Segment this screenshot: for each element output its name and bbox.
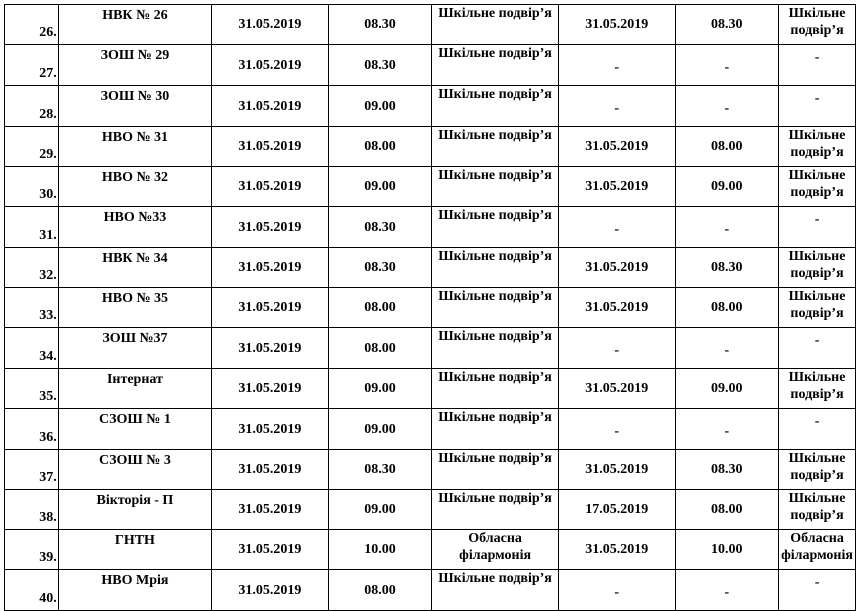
date-cell: 31.05.2019 (212, 450, 329, 490)
time-cell: 08.30 (328, 248, 432, 288)
time-cell: 09.00 (328, 86, 432, 127)
place-cell-2: Шкільне подвір’я (779, 248, 856, 288)
place-cell-2: Обласна філармонія (779, 530, 856, 570)
school-name-cell: НВО Мрія (58, 570, 211, 611)
date-cell: 31.05.2019 (212, 45, 329, 86)
school-name-cell: НВО №33 (58, 207, 211, 248)
school-name-cell: НВО № 32 (58, 167, 211, 207)
table-row (5, 450, 856, 490)
school-name-cell: СЗОШ № 1 (58, 409, 211, 450)
school-name-cell: ГНТН (58, 530, 211, 570)
place-cell-2: Шкільне подвір’я (779, 450, 856, 490)
school-name-cell: НВК № 34 (58, 248, 211, 288)
date-cell-2: - (558, 328, 675, 369)
table-row (5, 530, 856, 570)
date-cell-2: - (558, 86, 675, 127)
time-cell: 08.00 (328, 288, 432, 328)
table-row (5, 490, 856, 530)
place-cell: Шкільне подвір’я (432, 45, 559, 86)
date-cell-2: 31.05.2019 (558, 450, 675, 490)
date-cell: 31.05.2019 (212, 490, 329, 530)
school-name-cell: СЗОШ № 3 (58, 450, 211, 490)
table-row (5, 167, 856, 207)
schedule-table (4, 4, 856, 611)
date-cell: 31.05.2019 (212, 86, 329, 127)
date-cell: 31.05.2019 (212, 288, 329, 328)
row-number-cell: 26. (5, 5, 59, 45)
place-cell: Шкільне подвір’я (432, 248, 559, 288)
place-cell-2: Шкільне подвір’я (779, 127, 856, 167)
row-number-cell: 28. (5, 86, 59, 127)
time-cell-2: 08.30 (675, 248, 779, 288)
place-cell-2: - (779, 86, 856, 127)
place-cell-2: Шкільне подвір’я (779, 288, 856, 328)
school-name-cell: ЗОШ № 30 (58, 86, 211, 127)
date-cell-2: 31.05.2019 (558, 369, 675, 409)
time-cell-2: 10.00 (675, 530, 779, 570)
table-row (5, 288, 856, 328)
time-cell: 09.00 (328, 490, 432, 530)
time-cell: 08.00 (328, 570, 432, 611)
time-cell-2: - (675, 45, 779, 86)
place-cell: Шкільне подвір’я (432, 450, 559, 490)
place-cell: Обласна філармонія (432, 530, 559, 570)
time-cell: 08.00 (328, 328, 432, 369)
row-number-cell: 33. (5, 288, 59, 328)
time-cell-2: 09.00 (675, 369, 779, 409)
date-cell: 31.05.2019 (212, 409, 329, 450)
time-cell: 08.30 (328, 5, 432, 45)
school-name-cell: НВО № 31 (58, 127, 211, 167)
row-number-cell: 34. (5, 328, 59, 369)
time-cell-2: 09.00 (675, 167, 779, 207)
row-number-cell: 29. (5, 127, 59, 167)
place-cell-2: Шкільне подвір’я (779, 490, 856, 530)
table-row (5, 248, 856, 288)
place-cell-2: - (779, 207, 856, 248)
place-cell-2: - (779, 409, 856, 450)
date-cell-2: 31.05.2019 (558, 167, 675, 207)
date-cell: 31.05.2019 (212, 248, 329, 288)
row-number-cell: 36. (5, 409, 59, 450)
time-cell-2: - (675, 207, 779, 248)
date-cell-2: 31.05.2019 (558, 5, 675, 45)
table-row (5, 328, 856, 369)
time-cell: 09.00 (328, 167, 432, 207)
table-row (5, 369, 856, 409)
table-row (5, 127, 856, 167)
place-cell: Шкільне подвір’я (432, 207, 559, 248)
place-cell: Шкільне подвір’я (432, 5, 559, 45)
date-cell: 31.05.2019 (212, 328, 329, 369)
place-cell: Шкільне подвір’я (432, 570, 559, 611)
school-name-cell: Інтернат (58, 369, 211, 409)
row-number-cell: 31. (5, 207, 59, 248)
date-cell-2: 31.05.2019 (558, 248, 675, 288)
date-cell: 31.05.2019 (212, 207, 329, 248)
date-cell: 31.05.2019 (212, 369, 329, 409)
time-cell-2: 08.30 (675, 5, 779, 45)
row-number-cell: 30. (5, 167, 59, 207)
time-cell: 09.00 (328, 409, 432, 450)
place-cell: Шкільне подвір’я (432, 409, 559, 450)
place-cell-2: Шкільне подвір’я (779, 167, 856, 207)
place-cell-2: Шкільне подвір’я (779, 5, 856, 45)
time-cell-2: 08.30 (675, 450, 779, 490)
place-cell: Шкільне подвір’я (432, 127, 559, 167)
place-cell: Шкільне подвір’я (432, 288, 559, 328)
date-cell: 31.05.2019 (212, 570, 329, 611)
row-number-cell: 27. (5, 45, 59, 86)
date-cell-2: 31.05.2019 (558, 127, 675, 167)
time-cell: 08.30 (328, 450, 432, 490)
time-cell-2: - (675, 570, 779, 611)
date-cell-2: 31.05.2019 (558, 288, 675, 328)
time-cell: 08.00 (328, 127, 432, 167)
table-body (5, 5, 856, 611)
time-cell: 09.00 (328, 369, 432, 409)
date-cell: 31.05.2019 (212, 5, 329, 45)
row-number-cell: 39. (5, 530, 59, 570)
school-name-cell: НВО № 35 (58, 288, 211, 328)
place-cell-2: - (779, 328, 856, 369)
row-number-cell: 35. (5, 369, 59, 409)
date-cell-2: - (558, 45, 675, 86)
time-cell-2: 08.00 (675, 490, 779, 530)
time-cell-2: - (675, 328, 779, 369)
date-cell: 31.05.2019 (212, 127, 329, 167)
time-cell-2: - (675, 86, 779, 127)
school-name-cell: Вікторія - П (58, 490, 211, 530)
place-cell: Шкільне подвір’я (432, 369, 559, 409)
time-cell-2: 08.00 (675, 288, 779, 328)
place-cell: Шкільне подвір’я (432, 86, 559, 127)
date-cell: 31.05.2019 (212, 530, 329, 570)
table-row (5, 86, 856, 127)
time-cell-2: 08.00 (675, 127, 779, 167)
time-cell: 10.00 (328, 530, 432, 570)
place-cell: Шкільне подвір’я (432, 328, 559, 369)
time-cell-2: - (675, 409, 779, 450)
time-cell: 08.30 (328, 207, 432, 248)
date-cell-2: - (558, 409, 675, 450)
row-number-cell: 32. (5, 248, 59, 288)
place-cell: Шкільне подвір’я (432, 167, 559, 207)
school-name-cell: ЗОШ № 29 (58, 45, 211, 86)
date-cell-2: 17.05.2019 (558, 490, 675, 530)
date-cell: 31.05.2019 (212, 167, 329, 207)
table-row (5, 409, 856, 450)
school-name-cell: НВК № 26 (58, 5, 211, 45)
date-cell-2: - (558, 207, 675, 248)
place-cell: Шкільне подвір’я (432, 490, 559, 530)
place-cell-2: Шкільне подвір’я (779, 369, 856, 409)
table-row (5, 5, 856, 45)
table-row (5, 45, 856, 86)
time-cell: 08.30 (328, 45, 432, 86)
place-cell-2: - (779, 45, 856, 86)
row-number-cell: 38. (5, 490, 59, 530)
place-cell-2: - (779, 570, 856, 611)
table-row (5, 570, 856, 611)
date-cell-2: 31.05.2019 (558, 530, 675, 570)
school-name-cell: ЗОШ №37 (58, 328, 211, 369)
table-row (5, 207, 856, 248)
row-number-cell: 40. (5, 570, 59, 611)
row-number-cell: 37. (5, 450, 59, 490)
date-cell-2: - (558, 570, 675, 611)
